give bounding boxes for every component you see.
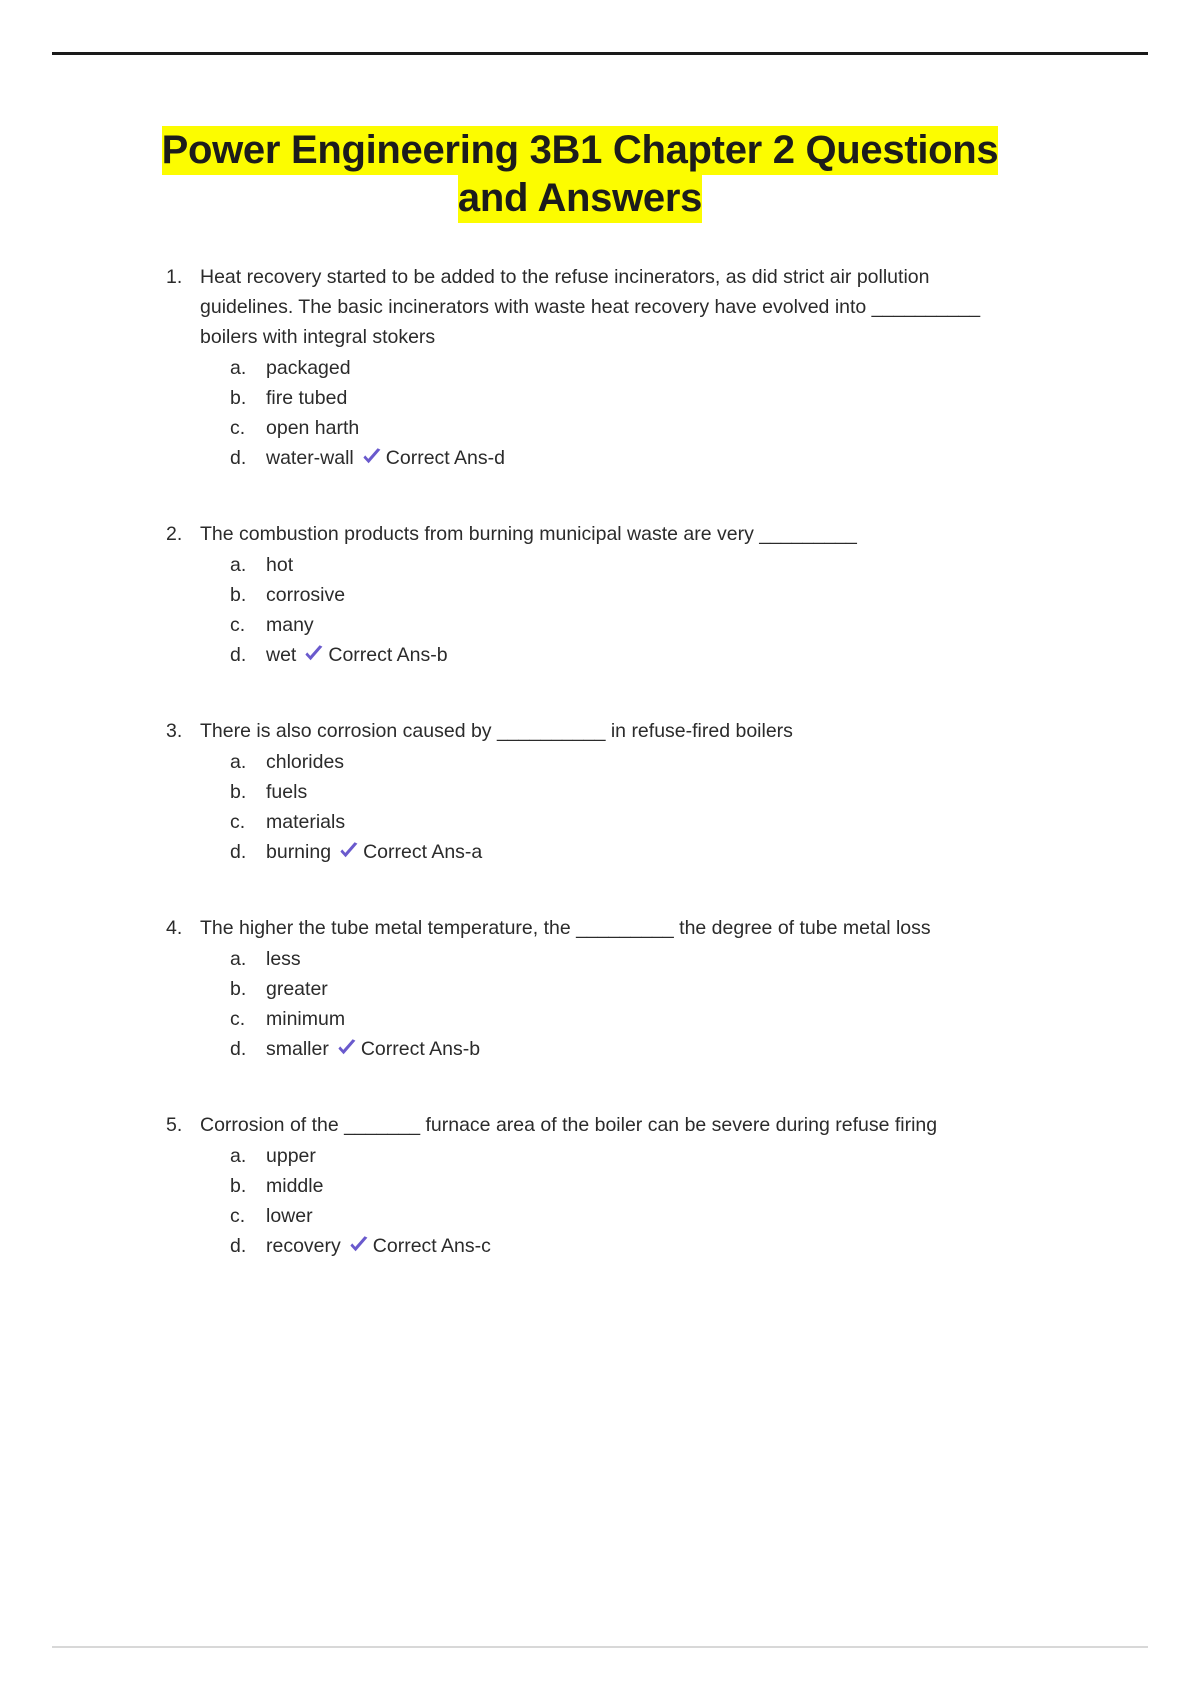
option-letter: b.: [230, 1175, 247, 1197]
option-item[interactable]: [200, 383, 1015, 413]
option-label: greater: [266, 978, 328, 1000]
footer-divider: [52, 1646, 1148, 1648]
check-icon: [303, 643, 325, 673]
option-item[interactable]: [200, 1201, 1015, 1231]
correct-answer-text: Correct Ans-c: [372, 1235, 491, 1257]
question-number: 5.: [166, 1114, 183, 1136]
question-number: 3.: [166, 720, 183, 742]
option-item[interactable]: [200, 610, 1015, 640]
option-item[interactable]: [200, 777, 1015, 807]
option-label: materials: [266, 811, 346, 833]
header-divider: [52, 52, 1148, 55]
option-item[interactable]: [200, 944, 1015, 974]
option-item[interactable]: [200, 1231, 1015, 1264]
option-list: [200, 550, 1015, 673]
option-letter: d.: [230, 1235, 247, 1257]
option-item[interactable]: [200, 807, 1015, 837]
option-letter: b.: [230, 978, 247, 1000]
option-letter: c.: [230, 1205, 246, 1227]
option-label: packaged: [266, 357, 351, 379]
question-item: [0, 519, 1200, 673]
option-label: fuels: [266, 781, 308, 803]
option-letter: a.: [230, 554, 247, 576]
option-label: upper: [266, 1145, 316, 1167]
option-item[interactable]: [200, 443, 1015, 476]
option-item[interactable]: [200, 1034, 1015, 1067]
option-item[interactable]: [200, 974, 1015, 1004]
check-icon: [336, 1037, 358, 1067]
option-item[interactable]: [200, 580, 1015, 610]
option-letter: c.: [230, 1008, 246, 1030]
question-number: 1.: [166, 266, 183, 288]
option-letter: d.: [230, 841, 247, 863]
option-item[interactable]: [200, 837, 1015, 870]
option-item[interactable]: [200, 550, 1015, 580]
option-letter: b.: [230, 387, 247, 409]
option-list: [200, 353, 1015, 476]
question-list: [0, 262, 1200, 1307]
question-item: [0, 716, 1200, 870]
option-label: lower: [266, 1205, 313, 1227]
option-item[interactable]: [200, 1004, 1015, 1034]
option-list: [200, 944, 1015, 1067]
option-letter: b.: [230, 781, 247, 803]
question-item: [0, 1110, 1200, 1264]
option-label: many: [266, 614, 314, 636]
question-text: The combustion products from burning municipal waste are very _________: [200, 523, 857, 545]
correct-answer-text: Correct Ans-d: [385, 447, 505, 469]
page-title-text: Power Engineering 3B1 Chapter 2 Questions and Answers: [162, 126, 999, 223]
option-letter: a.: [230, 751, 247, 773]
option-label: chlorides: [266, 751, 345, 773]
option-label: corrosive: [266, 584, 346, 606]
option-label: water-wall: [266, 447, 354, 469]
question-item: [0, 262, 1200, 476]
check-icon: [361, 446, 383, 476]
option-letter: c.: [230, 417, 246, 439]
option-label: burning: [266, 841, 332, 863]
option-letter: d.: [230, 447, 247, 469]
option-label: wet: [266, 644, 297, 666]
correct-answer-text: Correct Ans-a: [363, 841, 483, 863]
option-item[interactable]: [200, 747, 1015, 777]
page-title: [140, 126, 1020, 222]
check-icon: [338, 840, 360, 870]
question-text: The higher the tube metal temperature, the _________ the degree of tube metal loss: [200, 917, 931, 939]
option-letter: d.: [230, 1038, 247, 1060]
option-label: smaller: [266, 1038, 329, 1060]
option-label: minimum: [266, 1008, 346, 1030]
option-letter: a.: [230, 948, 247, 970]
correct-answer-text: Correct Ans-b: [328, 644, 448, 666]
option-label: open harth: [266, 417, 360, 439]
option-label: recovery: [266, 1235, 341, 1257]
option-letter: b.: [230, 584, 247, 606]
option-item[interactable]: [200, 640, 1015, 673]
question-text: There is also corrosion caused by __________ in refuse-fired boilers: [200, 720, 793, 742]
option-letter: a.: [230, 357, 247, 379]
option-letter: c.: [230, 614, 246, 636]
option-item[interactable]: [200, 1141, 1015, 1171]
question-number: 4.: [166, 917, 183, 939]
option-list: [200, 1141, 1015, 1264]
option-list: [200, 747, 1015, 870]
option-label: middle: [266, 1175, 324, 1197]
question-item: [0, 913, 1200, 1067]
question-text: Heat recovery started to be added to the refuse incinerators, as did strict air pollution guidelines. The basic incinerators with waste heat recovery have evolved into __________ boilers with integral stokers: [200, 266, 986, 348]
check-icon: [348, 1234, 370, 1264]
option-label: fire tubed: [266, 387, 348, 409]
option-letter: c.: [230, 811, 246, 833]
question-number: 2.: [166, 523, 183, 545]
option-label: hot: [266, 554, 294, 576]
option-item[interactable]: [200, 353, 1015, 383]
option-label: less: [266, 948, 301, 970]
option-item[interactable]: [200, 1171, 1015, 1201]
option-item[interactable]: [200, 413, 1015, 443]
option-letter: a.: [230, 1145, 247, 1167]
question-text: Corrosion of the _______ furnace area of the boiler can be severe during refuse firing: [200, 1114, 938, 1136]
option-letter: d.: [230, 644, 247, 666]
correct-answer-text: Correct Ans-b: [360, 1038, 481, 1060]
